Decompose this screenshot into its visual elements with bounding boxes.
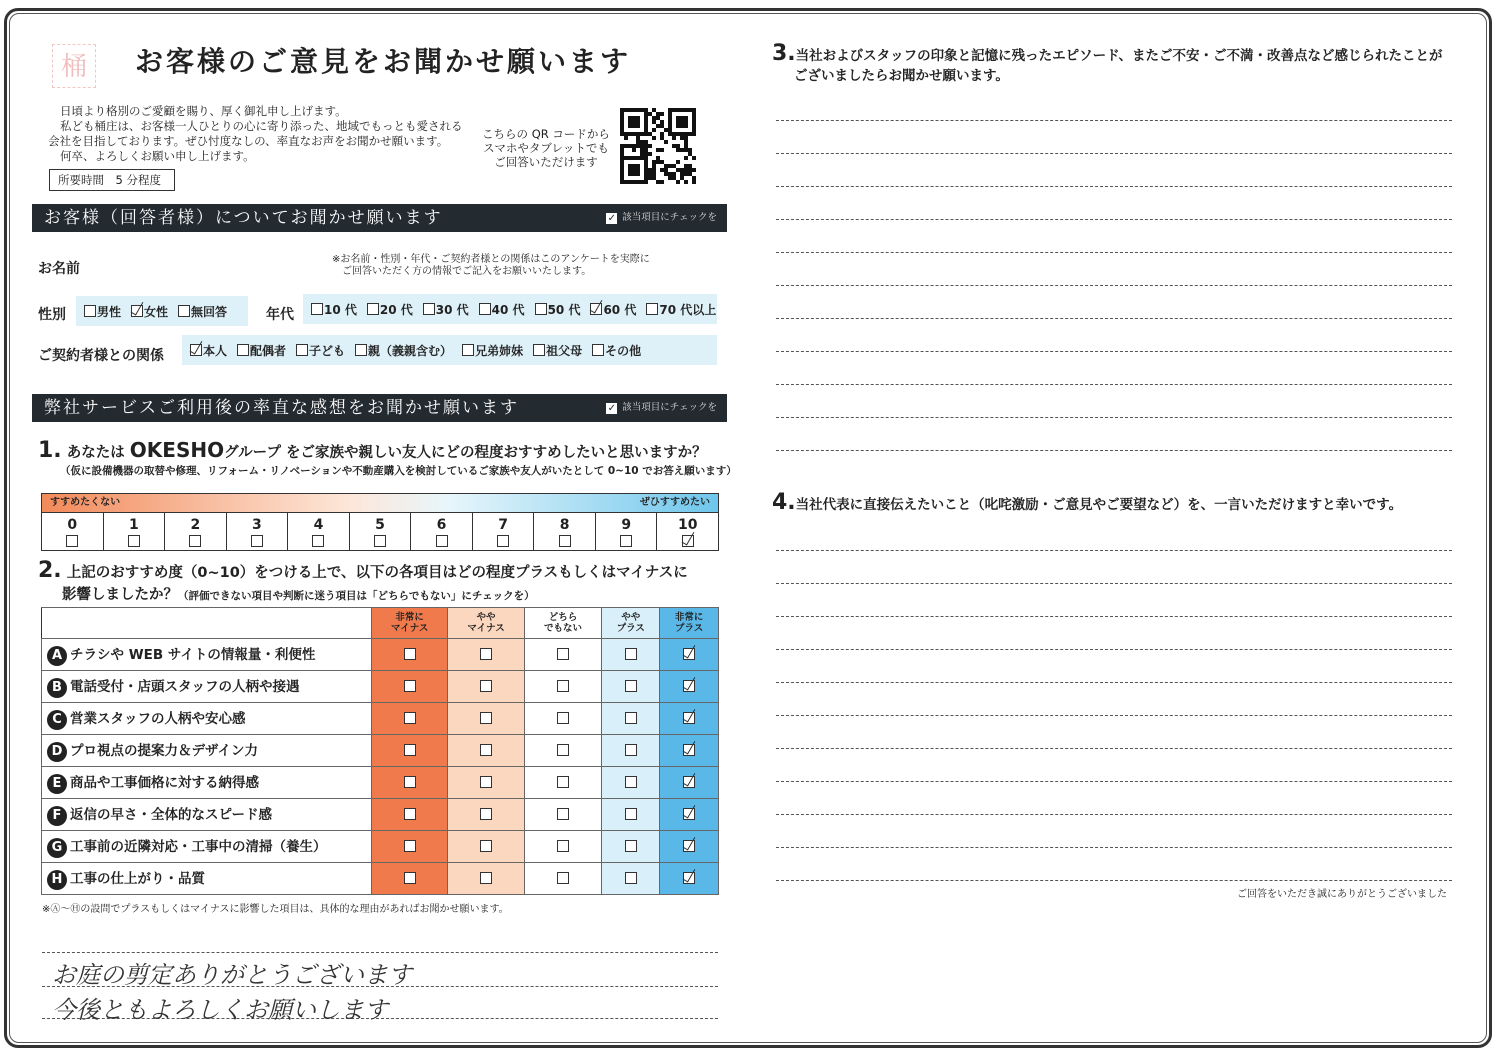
answer-line — [776, 351, 1452, 352]
checkbox[interactable] — [683, 744, 695, 756]
table-row: G 工事前の近隣対応・工事中の清掃（養生） — [42, 831, 719, 863]
checkbox[interactable] — [625, 648, 637, 660]
time-required-badge: 所要時間 5 分程度 — [49, 169, 175, 191]
answer-line — [776, 252, 1452, 253]
name-label: お名前 — [38, 261, 80, 277]
handwritten-answer-line-1[interactable]: お庭の剪定ありがとうございます — [52, 961, 412, 989]
answer-line — [776, 186, 1452, 187]
checkbox[interactable] — [557, 712, 569, 724]
checkbox[interactable] — [367, 303, 379, 315]
checkbox[interactable] — [296, 344, 308, 356]
age-option[interactable]: 20 代 — [367, 301, 413, 318]
checkbox[interactable] — [557, 648, 569, 660]
recommend-scale: すすめたくない ぜひすすめたい 0 1 2 3 4 5 6 7 8 9 10 — [41, 493, 719, 551]
scale-option[interactable]: 9 — [596, 513, 658, 550]
checkbox[interactable] — [311, 303, 323, 315]
thanks-text: ご回答をいただき誠にありがとうございました — [1237, 889, 1447, 900]
checkbox[interactable] — [625, 680, 637, 692]
relation-option[interactable]: 兄弟姉妹 — [462, 342, 523, 359]
scale-option[interactable]: 5 — [350, 513, 412, 550]
gender-label: 性別 — [38, 307, 66, 323]
impact-table — [41, 607, 719, 895]
checkbox[interactable] — [533, 344, 545, 356]
checkbox[interactable] — [66, 535, 78, 547]
relation-option[interactable]: 親（義親含む） — [355, 342, 452, 359]
qr-code[interactable] — [620, 108, 696, 184]
page-title: お客様のご意見をお聞かせ願います — [135, 45, 632, 78]
checkbox[interactable] — [480, 648, 492, 660]
answer-line — [776, 880, 1452, 881]
answer-line — [776, 153, 1452, 154]
checkbox[interactable] — [237, 344, 249, 356]
checkbox[interactable] — [436, 535, 448, 547]
age-option[interactable]: 10 代 — [311, 301, 357, 318]
table-row: H 工事の仕上がり・品質 — [42, 863, 719, 895]
checkbox[interactable] — [404, 712, 416, 724]
checkbox[interactable] — [404, 744, 416, 756]
scale-option[interactable]: 4 — [288, 513, 350, 550]
answer-line — [776, 814, 1452, 815]
answer-line — [776, 682, 1452, 683]
gender-options — [76, 296, 248, 326]
age-option[interactable]: 60 代 — [590, 301, 636, 318]
scale-option[interactable]: 0 — [42, 513, 104, 550]
table-row: D プロ視点の提案力＆デザイン力 — [42, 735, 719, 767]
checkbox[interactable] — [683, 648, 695, 660]
answer-line — [776, 384, 1452, 385]
relation-option[interactable]: 子ども — [296, 342, 345, 359]
section-header-service: 弊社サービスご利用後の率直な感想をお聞かせ願います ✓ 該当項目にチェックを — [32, 394, 727, 422]
age-options — [303, 294, 717, 324]
checkbox[interactable] — [557, 744, 569, 756]
letter-badge: D — [47, 742, 67, 762]
table-row: C 営業スタッフの人柄や安心感 — [42, 703, 719, 735]
table-row: A チラシや WEB サイトの情報量・利便性 — [42, 639, 719, 671]
checkbox[interactable] — [480, 776, 492, 788]
question-3: 3.当社およびスタッフの印象と記憶に残ったエピソード、またご不安・ご不満・改善点など感じられたことがございましたらお聞かせ願います。 — [772, 41, 1443, 84]
answer-line — [776, 748, 1452, 749]
question-1: 1. あなたは OKESHOグループ をご家族や親しい友人にどの程度おすすめしたいと思いますか？ — [38, 438, 707, 463]
checkbox[interactable] — [557, 872, 569, 884]
checkbox[interactable] — [620, 535, 632, 547]
checkbox[interactable] — [559, 535, 571, 547]
gender-option[interactable]: 無回答 — [178, 303, 227, 320]
checkbox[interactable] — [355, 344, 367, 356]
checkbox[interactable] — [128, 535, 140, 547]
relation-option[interactable]: 祖父母 — [533, 342, 582, 359]
checkbox[interactable] — [557, 808, 569, 820]
checkbox[interactable] — [625, 840, 637, 852]
checkbox[interactable] — [557, 840, 569, 852]
letter-badge: A — [47, 646, 67, 666]
answer-line — [776, 715, 1452, 716]
checkbox[interactable] — [423, 303, 435, 315]
question-4: 4.当社代表に直接伝えたいこと（叱咤激励・ご意見やご要望など）を、一言いただけますと幸いです。 — [772, 490, 1403, 515]
checkbox[interactable] — [251, 535, 263, 547]
gender-option[interactable]: 男性 — [84, 303, 121, 320]
okesho-brand: OKESHO — [129, 438, 225, 462]
checkbox[interactable] — [683, 712, 695, 724]
column-header: やや マイナス — [448, 608, 524, 639]
checkbox[interactable] — [625, 872, 637, 884]
name-note: ※お名前・性別・年代・ご契約者様との関係はこのアンケートを実際に ご回答いただく方の情報でご記入をお願いいたします。 — [332, 254, 650, 277]
checkbox[interactable] — [404, 808, 416, 820]
answer-line — [776, 781, 1452, 782]
checkbox[interactable] — [404, 872, 416, 884]
checkbox[interactable] — [374, 535, 386, 547]
relation-option[interactable]: 配偶者 — [237, 342, 286, 359]
checkbox[interactable] — [480, 808, 492, 820]
scale-option[interactable]: 8 — [534, 513, 596, 550]
column-header: どちら でもない — [524, 608, 602, 639]
checkbox[interactable] — [84, 305, 96, 317]
question-1-note: （仮に設備機器の取替や修理、リフォーム・リノベーションや不動産購入を検討しているご家族や友人がいたとして 0~10 でお答え願います） — [60, 465, 737, 477]
checkbox[interactable] — [131, 305, 143, 317]
letter-badge: C — [47, 710, 67, 730]
checkbox[interactable] — [480, 872, 492, 884]
column-header: やや プラス — [602, 608, 660, 639]
answer-line — [776, 649, 1452, 650]
answer-line — [776, 285, 1452, 286]
answer-line — [776, 847, 1452, 848]
checkbox[interactable] — [683, 808, 695, 820]
letter-badge: G — [47, 838, 67, 858]
scale-option[interactable]: 7 — [473, 513, 535, 550]
age-option[interactable]: 50 代 — [535, 301, 581, 318]
checkbox-checked-icon: ✓ — [607, 403, 616, 414]
letter-badge: B — [47, 678, 67, 698]
gender-option[interactable]: 女性 — [131, 303, 168, 320]
handwritten-answer-line-2[interactable]: 今後ともよろしくお願いします — [52, 996, 388, 1024]
answer-line — [776, 450, 1452, 451]
section-header-customer: お客様（回答者様）についてお聞かせ願います ✓ 該当項目にチェックを — [32, 204, 727, 232]
question-2: 2. 上記のおすすめ度（0~10）をつける上で、以下の各項目はどの程度プラスもしくはマイナスに 影響しましたか？（評価できない項目や判断に迷う項目は「どちらでもない」にチェックを） — [38, 558, 688, 603]
checkbox[interactable] — [682, 535, 694, 547]
checkbox[interactable] — [557, 776, 569, 788]
answer-line — [776, 616, 1452, 617]
checkbox[interactable] — [590, 303, 602, 315]
relation-option[interactable]: その他 — [592, 342, 641, 359]
answer-line — [42, 952, 718, 953]
checkbox[interactable] — [479, 303, 491, 315]
scale-option[interactable]: 3 — [227, 513, 289, 550]
checkbox[interactable] — [404, 648, 416, 660]
scale-option[interactable]: 1 — [104, 513, 166, 550]
letter-badge: F — [47, 806, 67, 826]
checkbox[interactable] — [189, 535, 201, 547]
checkbox[interactable] — [557, 680, 569, 692]
checkbox[interactable] — [497, 535, 509, 547]
checkbox[interactable] — [625, 744, 637, 756]
relation-label: ご契約者様との関係 — [38, 348, 164, 364]
table-row: B 電話受付・店頭スタッフの人柄や接遇 — [42, 671, 719, 703]
checkbox[interactable] — [625, 712, 637, 724]
checkbox[interactable] — [683, 840, 695, 852]
checkbox[interactable] — [480, 744, 492, 756]
checkbox[interactable] — [683, 776, 695, 788]
table-row: E 商品や工事価格に対する納得感 — [42, 767, 719, 799]
checkbox[interactable] — [592, 344, 604, 356]
answer-line — [776, 318, 1452, 319]
checkbox[interactable] — [535, 303, 547, 315]
age-label: 年代 — [266, 307, 294, 323]
relation-options — [182, 335, 717, 365]
checkbox-checked-icon: ✓ — [607, 213, 616, 224]
checkbox[interactable] — [312, 535, 324, 547]
column-header: 非常に プラス — [660, 608, 719, 639]
column-header: 非常に マイナス — [372, 608, 448, 639]
checkbox[interactable] — [683, 872, 695, 884]
intro-text: 日頃より格別のご愛顧を賜り、厚く御礼申し上げます。 私ども桶庄は、お客様一人ひとりの心に寄り添った、地域でもっとも愛される 会社を目指しております。ぜひ忖度なしの、率直なお声をお聞かせ願います。 何卒、よろしくお願い申し上げます。 — [48, 104, 463, 163]
answer-line — [776, 219, 1452, 220]
scale-option[interactable]: 10 — [657, 513, 718, 550]
reason-note: ※Ⓐ～Ⓗの設問でプラスもしくはマイナスに影響した項目は、具体的な理由があればお聞かせ願います。 — [42, 904, 509, 915]
checkbox[interactable] — [178, 305, 190, 317]
letter-badge: H — [47, 870, 67, 890]
letter-badge: E — [47, 774, 67, 794]
checkbox[interactable] — [683, 680, 695, 692]
answer-line — [776, 550, 1452, 551]
age-option[interactable]: 40 代 — [479, 301, 525, 318]
qr-instructions: こちらの QR コードから スマホやタブレットでも ご回答いただけます — [482, 127, 610, 169]
checkbox[interactable] — [404, 680, 416, 692]
company-seal-logo: 桶 — [52, 44, 96, 88]
age-option[interactable]: 30 代 — [423, 301, 469, 318]
checkbox[interactable] — [404, 840, 416, 852]
checkbox[interactable] — [625, 808, 637, 820]
checkbox[interactable] — [480, 840, 492, 852]
checkbox[interactable] — [625, 776, 637, 788]
answer-line — [776, 583, 1452, 584]
age-option[interactable]: 70 代以上 — [646, 301, 716, 318]
checkbox[interactable] — [190, 344, 202, 356]
table-header — [42, 608, 719, 639]
checkbox[interactable] — [462, 344, 474, 356]
checkbox[interactable] — [480, 680, 492, 692]
answer-line — [776, 417, 1452, 418]
scale-option[interactable]: 6 — [411, 513, 473, 550]
checkbox[interactable] — [404, 776, 416, 788]
table-row: F 返信の早さ・全体的なスピード感 — [42, 799, 719, 831]
answer-line — [776, 120, 1452, 121]
checkbox[interactable] — [480, 712, 492, 724]
relation-option[interactable]: 本人 — [190, 342, 227, 359]
scale-option[interactable]: 2 — [165, 513, 227, 550]
checkbox[interactable] — [646, 303, 658, 315]
